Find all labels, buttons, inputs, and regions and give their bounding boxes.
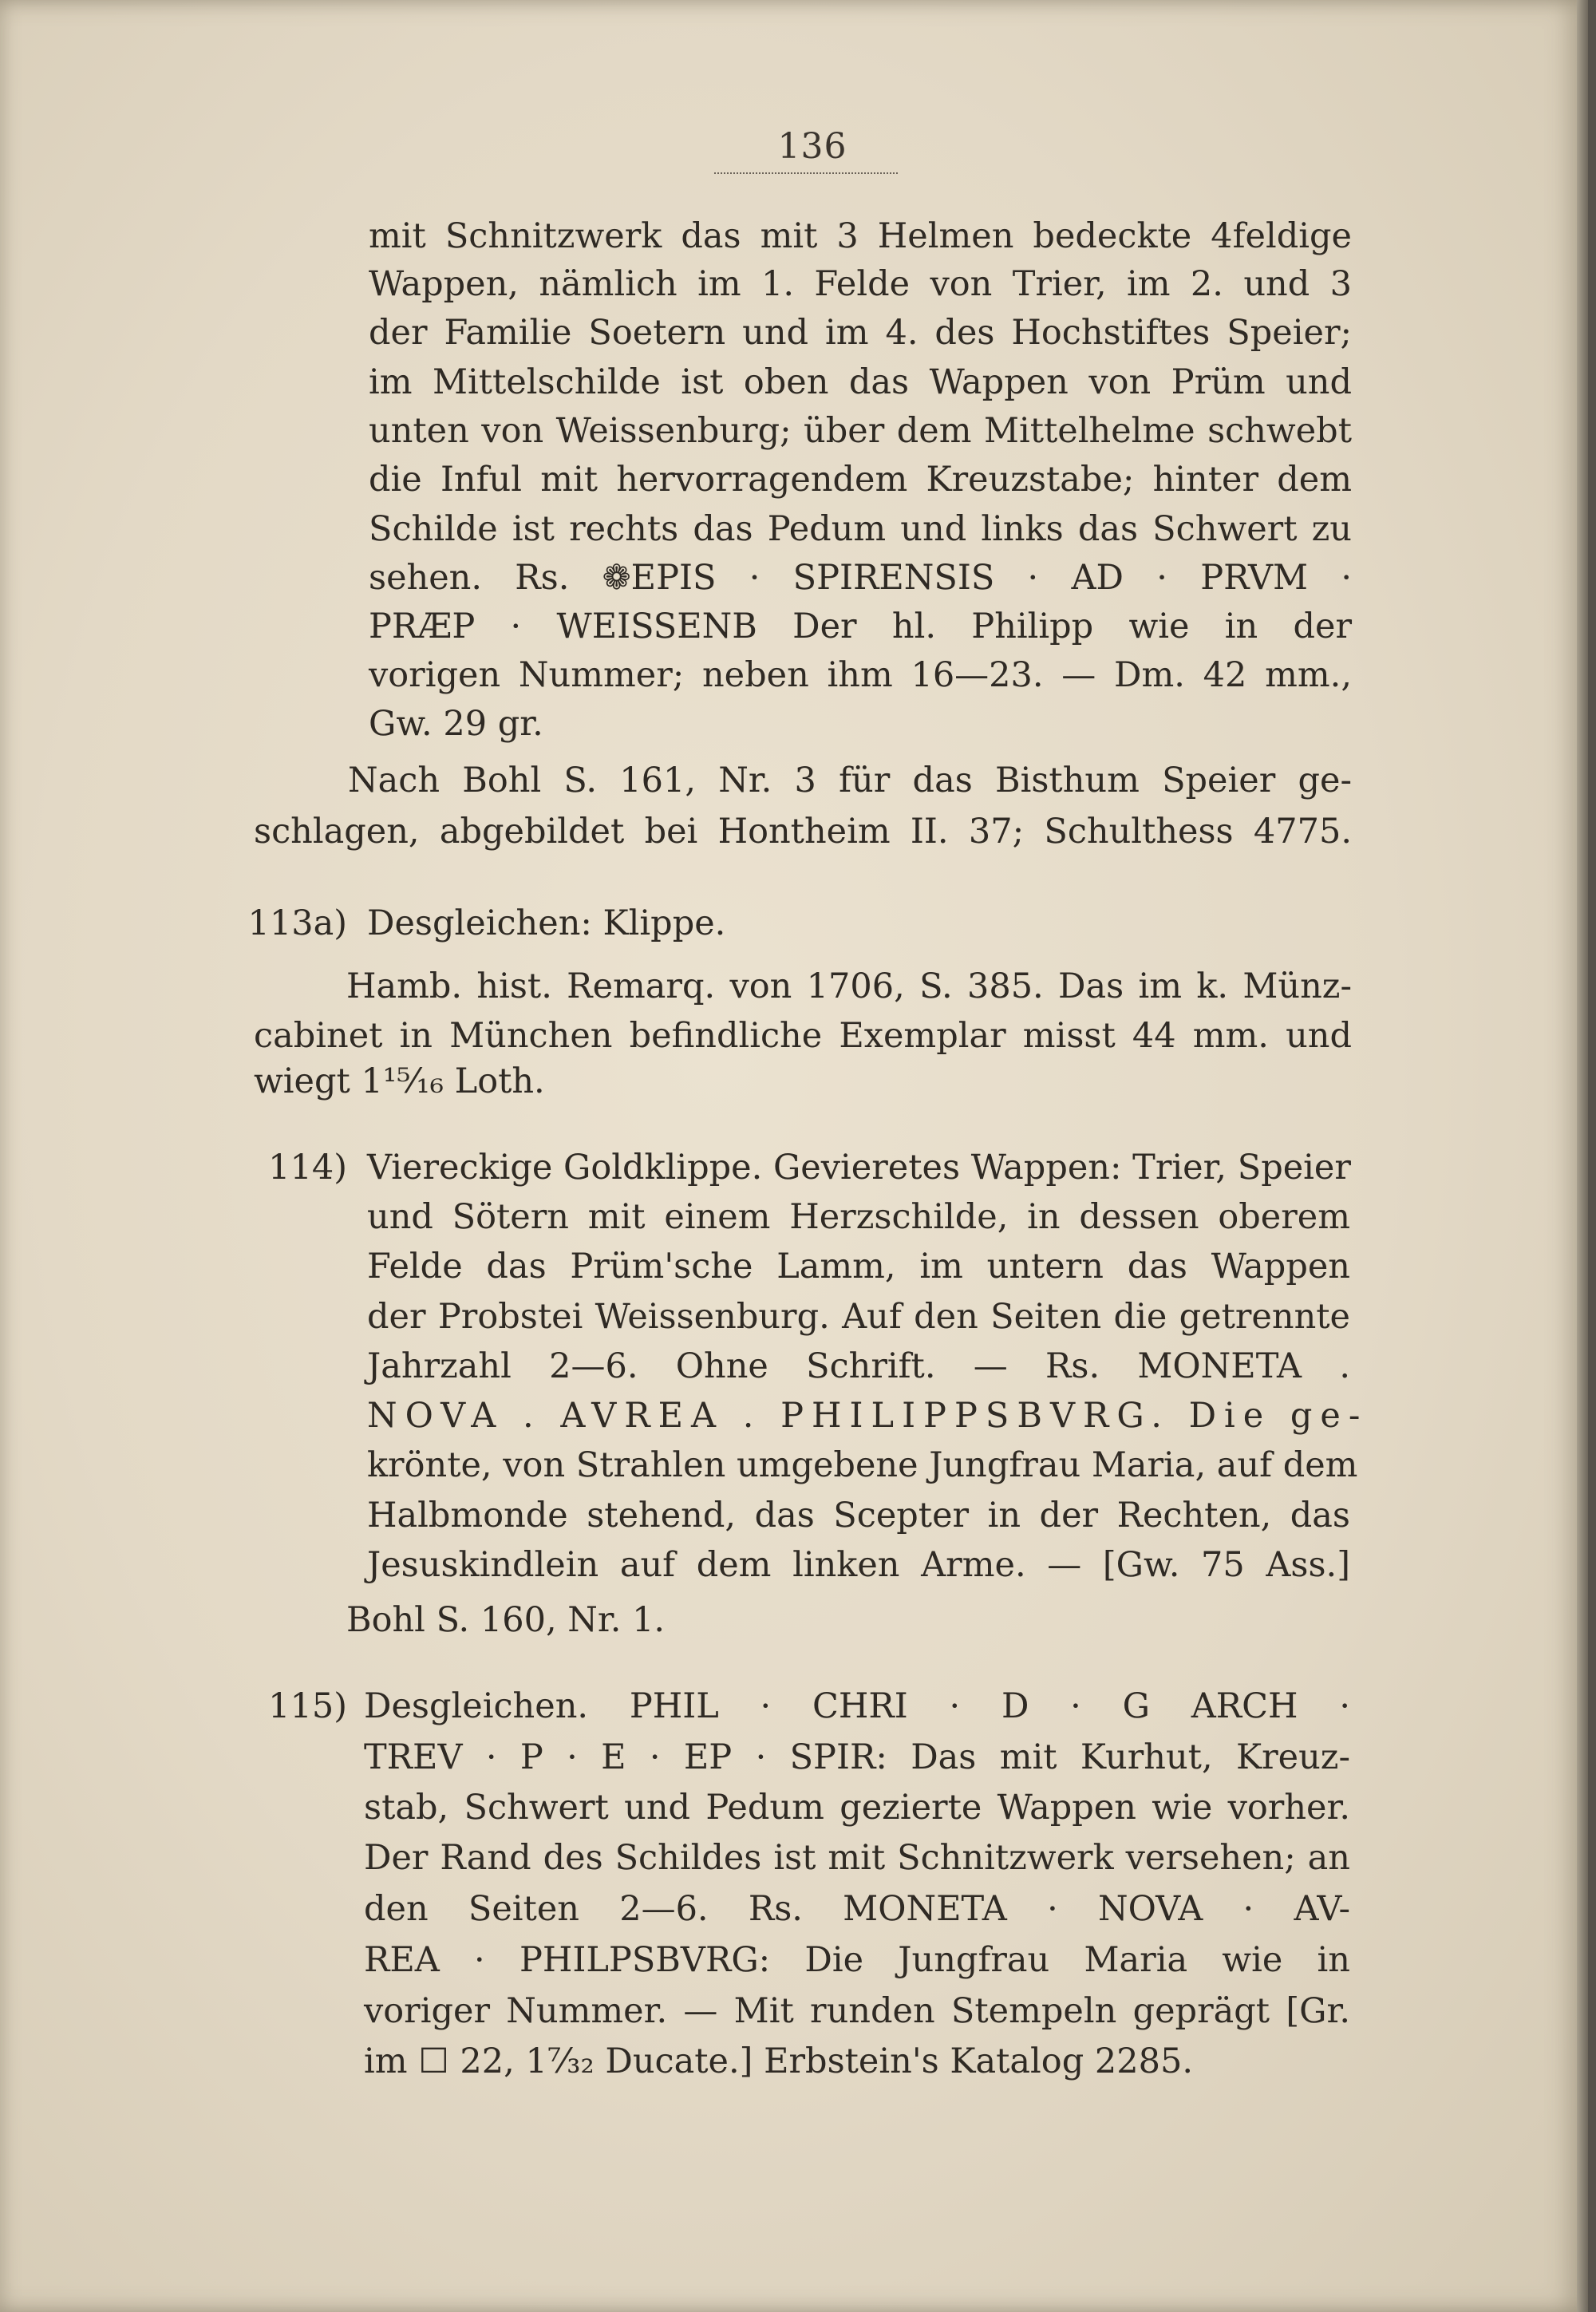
text-line: den Seiten 2—6. Rs. MONETA · NOVA · AV- [364,1889,1350,1929]
text-line: krönte, von Strahlen umgebene Jungfrau Maria, auf dem [367,1445,1358,1485]
text-line: Viereckige Goldklippe. Gevieretes Wappen: Trier, Speier [367,1148,1351,1188]
page-number: 136 [777,126,847,167]
text-line: der Probstei Weissenburg. Auf den Seiten die getrennte [367,1297,1350,1337]
note-line: Bohl S. 160, Nr. 1. [346,1600,666,1640]
text-line: die Inful mit hervorragendem Kreuzstabe; hinter dem [369,460,1352,500]
text-line: im Mittelschilde ist oben das Wappen von Prüm und [369,362,1352,402]
note-line: Nach Bohl S. 161, Nr. 3 für das Bisthum Speier ge- [348,761,1352,800]
entry-number: 115) [268,1686,347,1726]
text-line: voriger Nummer. — Mit runden Stempeln geprägt [Gr. [364,1991,1350,2031]
text-line: Halbmonde stehend, das Scepter in der Rechten, das [367,1496,1350,1535]
text-line: im ☐ 22, 1⁷⁄₃₂ Ducate.] Erbstein's Katalog 2285. [364,2041,1193,2081]
text-line: Jahrzahl 2—6. Ohne Schrift. — Rs. MONETA . [367,1346,1350,1386]
text-line: vorigen Nummer; neben ihm 16—23. — Dm. 42 mm., [369,655,1352,695]
text-line: Schilde ist rechts das Pedum und links das Schwert zu [369,509,1352,549]
note-line: schlagen, abgebildet bei Hontheim II. 37; Schulthess 4775. [254,812,1352,852]
entry-number: 113a) [247,903,347,943]
text-line: sehen. Rs. ❁EPIS · SPIRENSIS · AD · PRVM · [369,558,1352,598]
note-line: wiegt 1¹⁵⁄₁₆ Loth. [254,1061,545,1101]
text-line: Gw. 29 gr. [369,704,543,744]
text-line: und Sötern mit einem Herzschilde, in dessen oberem [367,1197,1350,1237]
text-line: REA · PHILPSBVRG: Die Jungfrau Maria wie in [364,1940,1350,1980]
note-line: cabinet in München befindliche Exemplar misst 44 mm. und [254,1016,1352,1056]
text-line: Der Rand des Schildes ist mit Schnitzwerk versehen; an [364,1838,1350,1878]
text-line: PRÆP · WEISSENB Der hl. Philipp wie in der [369,607,1352,646]
text-line: der Familie Soetern und im 4. des Hochstiftes Speier; [369,313,1352,353]
text-line: mit Schnitzwerk das mit 3 Helmen bedeckte 4feldige [369,216,1352,256]
text-line: TREV · P · E · EP · SPIR: Das mit Kurhut, Kreuz- [364,1737,1350,1777]
text-line: stab, Schwert und Pedum gezierte Wappen wie vorher. [364,1788,1350,1828]
text-line: Wappen, nämlich im 1. Felde von Trier, im 2. und 3 [369,264,1352,304]
text-line: Desgleichen: Klippe. [367,903,726,943]
entry-number: 114) [268,1148,347,1188]
note-line: Hamb. hist. Remarq. von 1706, S. 385. Das im k. Münz- [346,966,1352,1006]
text-line: NOVA . AVREA . PHILIPPSBVRG. Die ge- [367,1396,1369,1436]
text-line: unten von Weissenburg; über dem Mittelhelme schwebt [369,411,1352,451]
text-line: Jesuskindlein auf dem linken Arme. — [Gw. 75 Ass.] [367,1545,1350,1585]
text-line: Desgleichen. PHIL · CHRI · D · G ARCH · [364,1686,1350,1726]
text-line: Felde das Prüm'sche Lamm, im untern das Wappen [367,1247,1350,1286]
